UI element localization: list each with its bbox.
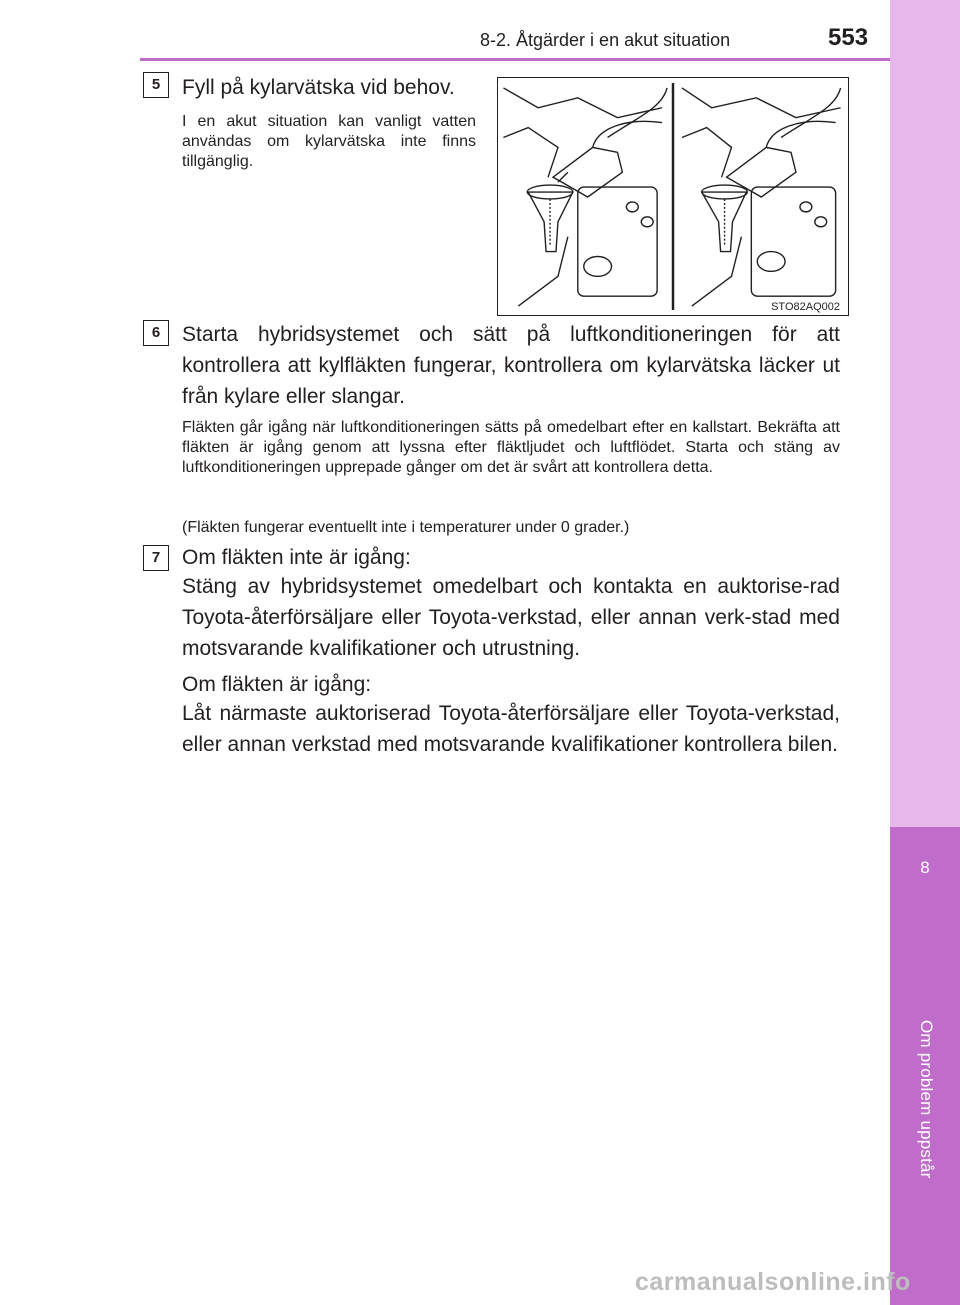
step-7-if-running: Om fläkten är igång: <box>182 673 372 696</box>
chapter-number: 8 <box>920 858 930 877</box>
step-6-title: Starta hybridsystemet och sätt på luftkonditioneringen för att kontrollera att kylfläkten fungerar, kontrollera om kylarvätska läcker ut från kylare eller slangar. <box>182 323 840 408</box>
page-number: 553 <box>828 24 869 51</box>
step-7-action-running: Låt närmaste auktoriserad Toyota-återförsäljare eller Toyota-verkstad, eller annan verkstad med motsvarande kvalifikationer kontrollera bilen. <box>182 702 840 756</box>
coolant-refill-figure <box>497 77 849 316</box>
coolant-refill-illustration-icon <box>498 78 848 315</box>
step-5-title: Fyll på kylarvätska vid behov. <box>182 76 455 99</box>
watermark: carmanualsonline.info <box>635 1268 911 1296</box>
step-7-action-not-running: Stäng av hybridsystemet omedelbart och kontakta en auktorise-rad Toyota-återförsäljare eller Toyota-verkstad, eller annan verk-stad med motsvarande kvalifikationer och utrustning. <box>182 575 840 660</box>
step-7-badge: 7 <box>143 545 169 571</box>
chapter-title: Om problem uppstår <box>917 1020 936 1179</box>
figure-code: STO82AQ002 <box>771 301 840 313</box>
step-6-badge: 6 <box>143 320 169 346</box>
header-rule <box>140 58 890 61</box>
step-5-note: I en akut situation kan vanligt vatten användas om kylarvätska inte finns tillgänglig. <box>182 113 476 170</box>
section-title: 8-2. Åtgärder i en akut situation <box>480 30 731 50</box>
step-7-if-not-running: Om fläkten inte är igång: <box>182 546 411 569</box>
step-5-badge: 5 <box>143 72 169 98</box>
step-6-note-temperature: (Fläkten fungerar eventuellt inte i temperaturer under 0 grader.) <box>182 519 630 536</box>
step-6-note: Fläkten går igång när luftkonditioneringen sätts på omedelbart efter en kallstart. Bekräfta att fläkten är igång genom att lyssna efter fläktljudet och luftflödet. Starta och stäng av luftkonditioneringen upprepade gånger om det är svårt att kontrollera detta. <box>182 419 840 476</box>
